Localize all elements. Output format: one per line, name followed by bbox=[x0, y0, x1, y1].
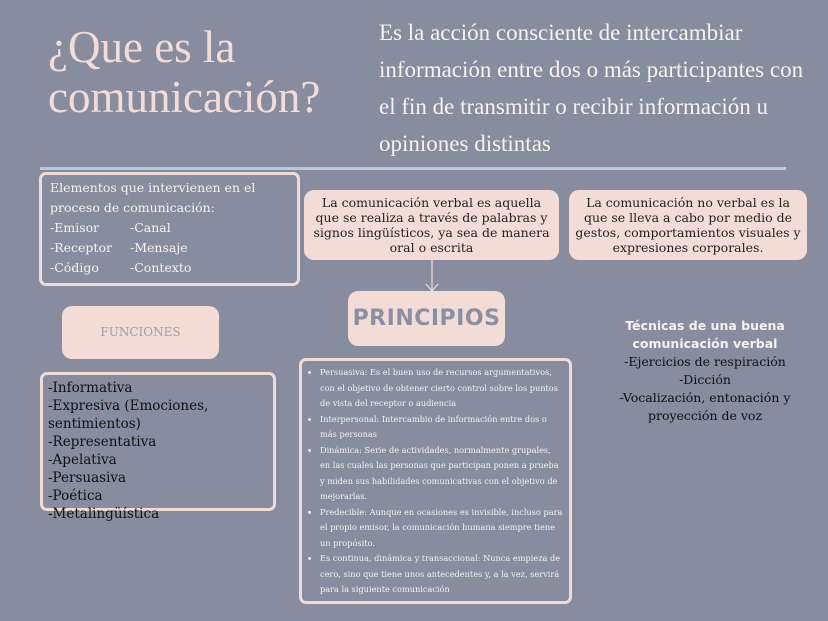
elements-row bbox=[50, 258, 297, 278]
element-item: -Canal bbox=[130, 220, 171, 235]
elements-row bbox=[50, 238, 297, 258]
element-item: -Contexto bbox=[130, 260, 192, 275]
funciones-label bbox=[62, 306, 219, 359]
funcion-item: -Informativa bbox=[48, 380, 133, 396]
tecnica-item: -Vocalización, entonación y proyección de voz bbox=[619, 390, 791, 423]
funcion-item: -Poética bbox=[48, 488, 103, 504]
page-title: ¿Que es la comunicación? bbox=[48, 22, 321, 122]
principios-list bbox=[299, 358, 572, 604]
element-item: -Mensaje bbox=[130, 240, 188, 255]
principio-item: • Es continua, dinámica y transaccional: Nunca empieza de cero, sino que tiene unos antecedentes y, a la vez, servirá para la siguiente comunicación bbox=[320, 551, 563, 598]
principio-item: • Interpersonal: Intercambio de información entre dos o más personas bbox=[320, 412, 563, 443]
funciones-list bbox=[40, 372, 276, 522]
funcion-item: -Persuasiva bbox=[48, 470, 127, 486]
element-item: -Emisor bbox=[50, 220, 100, 235]
principios-label bbox=[348, 291, 505, 346]
tecnica-item: -Ejercicios de respiración bbox=[624, 354, 786, 369]
elements-box bbox=[39, 172, 300, 286]
element-item: -Código bbox=[50, 260, 99, 275]
funcion-item: -Representativa bbox=[48, 434, 157, 450]
verbal-communication-text: La comunicación verbal es aquella que se realiza a través de palabras y signos lingüísticos, ya sea de manera oral o escrita bbox=[313, 195, 550, 255]
tecnicas-section bbox=[598, 317, 812, 425]
funciones-label-text: FUNCIONES bbox=[100, 325, 181, 339]
divider bbox=[40, 167, 786, 170]
principios-label-text: PRINCIPIOS bbox=[352, 306, 501, 331]
funcion-item: -Metalingüística bbox=[48, 506, 160, 522]
elements-row bbox=[50, 218, 297, 238]
definition-text: Es la acción consciente de intercambiar información entre dos o más participantes con el fin de transmitir o recibir información u opiniones distintas bbox=[379, 20, 804, 156]
principio-item: • Dinámica: Serie de actividades, normalmente grupales, en las cuales las personas que participan ponen a prueba y miden sus habilidades comunicativas con el objetivo de mejorarlas. bbox=[320, 443, 563, 505]
principio-item: • Predecible: Aunque en ocasiones es invisible, incluso para el propio emisor, la comunicación humana siempre tiene un propósito. bbox=[320, 505, 563, 552]
verbal-communication-box bbox=[304, 190, 559, 260]
tecnicas-list bbox=[598, 353, 812, 425]
funcion-item: -Apelativa bbox=[48, 452, 117, 468]
element-item: -Receptor bbox=[50, 240, 112, 255]
tecnica-item: -Dicción bbox=[679, 372, 731, 387]
elements-heading: Elementos que intervienen en el proceso de comunicación: bbox=[50, 180, 256, 215]
principio-item: • Persuasiva: Es el buen uso de recursos argumentativos, con el objetivo de obtener cierto control sobre los puntos de vista del receptor o audiencia bbox=[320, 365, 563, 412]
down-arrow-icon bbox=[420, 260, 444, 294]
nonverbal-communication-text: La comunicación no verbal es la que se lleva a cabo por medio de gestos, comportamientos visuales y expresiones corporales. bbox=[575, 195, 801, 255]
funcion-item: -Expresiva (Emociones, sentimientos) bbox=[48, 398, 209, 432]
tecnicas-title: Técnicas de una buena comunicación verbal bbox=[625, 318, 785, 351]
nonverbal-communication-box bbox=[569, 190, 807, 260]
